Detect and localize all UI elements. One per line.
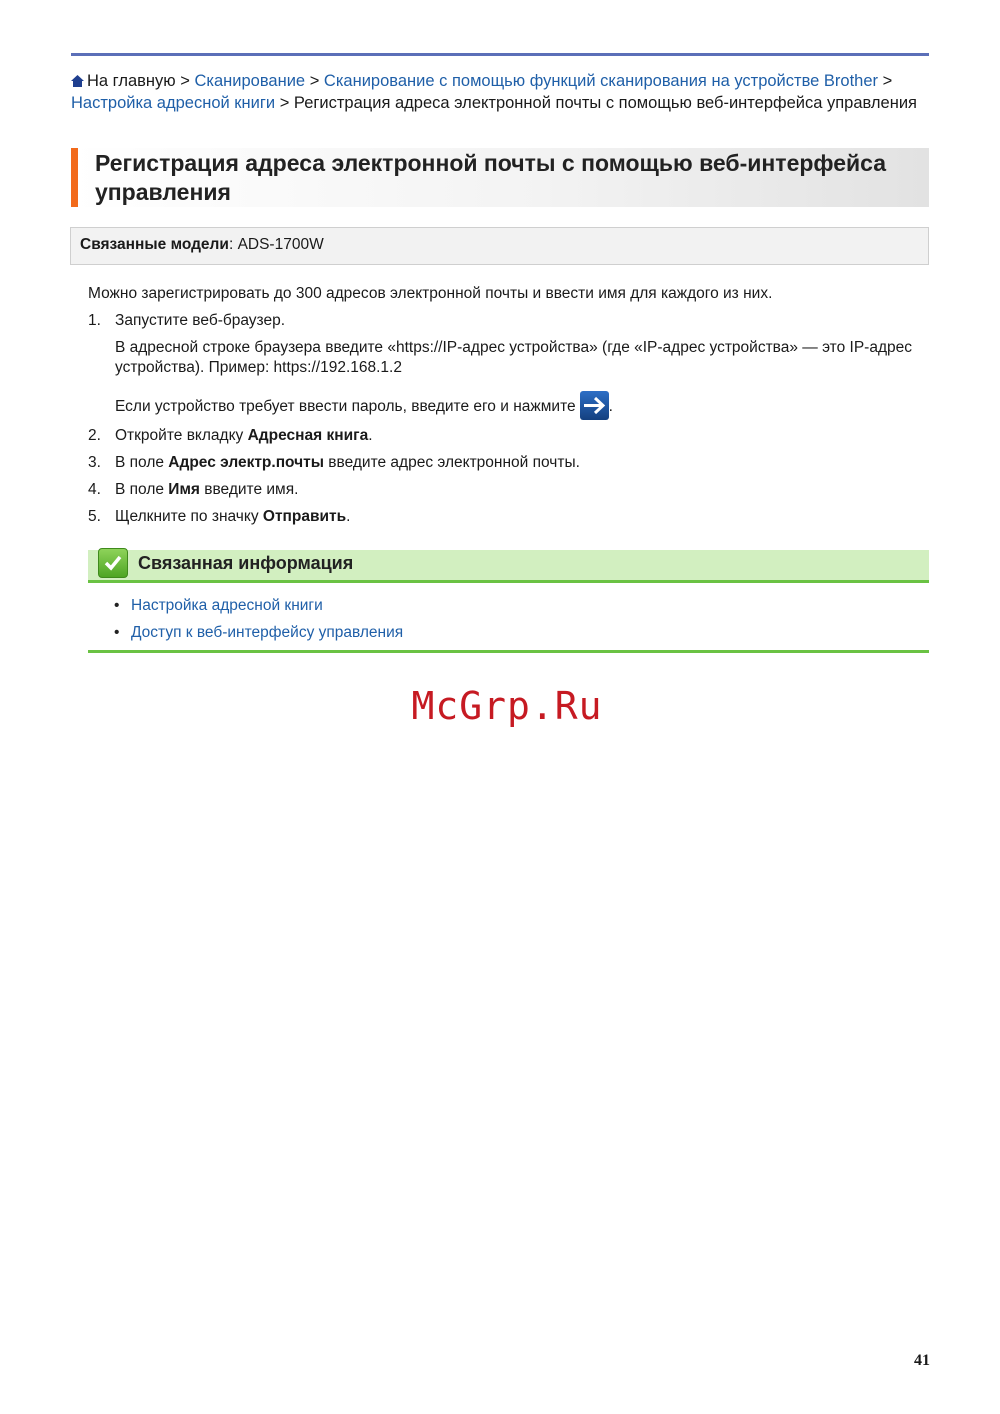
breadcrumb-sep: > bbox=[309, 72, 320, 90]
watermark: McGrp.Ru bbox=[411, 684, 603, 728]
page-number: 41 bbox=[914, 1352, 930, 1369]
bottom-rule bbox=[88, 650, 929, 653]
title-accent-bar bbox=[71, 148, 78, 207]
breadcrumb-sep: > bbox=[882, 72, 893, 90]
breadcrumb bbox=[71, 71, 931, 114]
ui-term: Имя bbox=[168, 481, 200, 498]
bullet: • bbox=[114, 597, 120, 614]
breadcrumb-sep: > bbox=[279, 93, 290, 112]
step-text: Запустите веб-браузер. bbox=[115, 312, 286, 329]
bullet: • bbox=[114, 624, 120, 641]
ui-term: Адресная книга bbox=[247, 427, 369, 444]
models-value: ADS-1700W bbox=[237, 236, 324, 253]
step-text: Откройте вкладку Адресная книга. bbox=[115, 427, 373, 444]
step-text: В поле Имя введите имя. bbox=[115, 481, 299, 498]
step-number: 3. bbox=[88, 454, 101, 471]
home-icon[interactable] bbox=[71, 75, 84, 87]
checkmark-icon bbox=[98, 548, 128, 578]
breadcrumb-link-device-scan[interactable]: Сканирование с помощью функций сканирования на устройстве Brother bbox=[323, 72, 879, 90]
related-link-address-book[interactable]: Настройка адресной книги bbox=[131, 597, 323, 614]
step-number: 1. bbox=[88, 312, 101, 329]
related-models: Связанные модели: ADS-1700W bbox=[80, 236, 324, 253]
related-links-list bbox=[114, 592, 403, 646]
step-text: В поле Адрес электр.почты введите адрес электронной почты. bbox=[115, 454, 580, 471]
step-number: 2. bbox=[88, 427, 101, 444]
password-note-text: Если устройство требует ввести пароль, введите его и нажмите bbox=[115, 398, 576, 415]
related-info-header bbox=[88, 550, 929, 583]
list-item bbox=[114, 592, 403, 619]
step-number: 4. bbox=[88, 481, 101, 498]
list-item bbox=[114, 619, 403, 646]
intro-text: Можно зарегистрировать до 300 адресов электронной почты и ввести имя для каждого из них. bbox=[88, 285, 773, 302]
step-1-detail: В адресной строке браузера введите «https://IP-адрес устройства» (где «IP-адрес устройства» — это IP-адрес устройства). Пример: https://192.168.1.2 bbox=[115, 339, 912, 376]
models-label: Связанные модели bbox=[80, 236, 229, 253]
related-info-title: Связанная информация bbox=[138, 553, 354, 573]
breadcrumb-home[interactable]: На главную bbox=[87, 72, 176, 90]
breadcrumb-link-scanning[interactable]: Сканирование bbox=[194, 72, 306, 90]
breadcrumb-link-address-book[interactable]: Настройка адресной книги bbox=[71, 93, 276, 112]
step-text: Щелкните по значку Отправить. bbox=[115, 508, 351, 525]
arrow-right-icon bbox=[580, 391, 609, 420]
step-number: 5. bbox=[88, 508, 101, 525]
top-rule bbox=[71, 53, 929, 56]
related-link-web-management[interactable]: Доступ к веб-интерфейсу управления bbox=[131, 624, 404, 641]
step-1-password-note bbox=[115, 391, 915, 420]
ui-term: Адрес электр.почты bbox=[168, 454, 324, 471]
title-box bbox=[71, 148, 929, 207]
ui-term: Отправить bbox=[262, 508, 347, 525]
password-note-end: . bbox=[608, 398, 613, 415]
breadcrumb-current: Регистрация адреса электронной почты с помощью веб-интерфейса управления bbox=[293, 93, 917, 112]
page-title: Регистрация адреса электронной почты с помощью веб-интерфейса управления bbox=[95, 150, 887, 205]
breadcrumb-sep: > bbox=[180, 72, 190, 90]
related-models-box bbox=[70, 227, 929, 265]
